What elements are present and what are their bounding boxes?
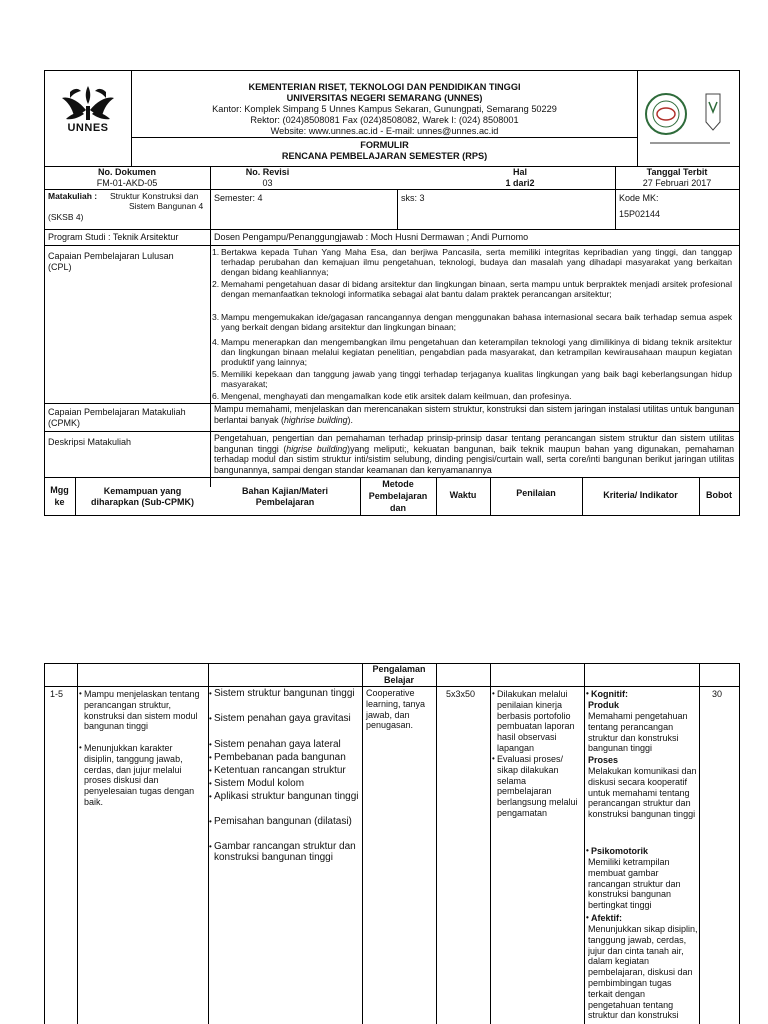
cpl-label-line2: (CPL) <box>48 262 72 272</box>
col-metode-line1: Metode <box>382 479 414 489</box>
bahan-item-6: • Sistem Modul kolom <box>214 779 360 790</box>
cpl-item-1: 1. Bertakwa kepada Tuhan Yang Maha Esa, dan berjiwa Pancasila, serta memiliki integritas kepribadian yang tinggi, dan tanggap terhadap perubahan dan kemajuan ilmu pengetahuan, teknologi, budaya dan masalah yang dihadapi masyarakat yang berkaitan dengan bidang keahliannya; <box>212 247 732 278</box>
deskripsi-text: Pengetahuan, pengertian dan pemahaman terhadap prinsip-prinsip dasar tentang perancangan sistem struktur dan sistem utilitas bangunan tinggi (higrise building)yang meliputi;, kekuatan bangunan, baik teknik maupun bahan yang digunakan, pemahaman terhadap modul dan sistim struktur inti/sistim selubung, dinding pengisi/curtain wall, serta core/inti bangunan berikut jaringan utilitas bangunannya, sampai dengan standar keamanan dan kenyamanannya <box>214 433 734 475</box>
bahan-item-8: • Pemisahan bangunan (dilatasi) <box>214 817 360 828</box>
kriteria-afektif-text: Menunjukkan sikap disiplin, tanggung jawab, cerdas, jujur dan cinta tanah air, dalam kegiatan pembelajaran, diskusi dan pembimbingan tugas terkait dengan pengetahuan tentang struktur dan konstruksi <box>588 924 698 1021</box>
bobot-value: 30 <box>712 689 723 699</box>
col-pengalaman-line1: Pengalaman <box>372 664 426 674</box>
col-kemampuan-line1: Kemampuan yang <box>103 486 182 496</box>
matakuliah-name-line2: Sistem Bangunan 4 <box>129 201 204 211</box>
kriteria-afektif: • Afektif: <box>591 913 697 924</box>
dosen-pengampu: Dosen Pengampu/Penanggungjawab : Moch Husni Dermawan ; Andi Purnomo <box>214 232 529 242</box>
bahan-item-2: • Sistem penahan gaya gravitasi <box>214 714 360 725</box>
row-mgg: 1-5 <box>50 689 64 699</box>
university-name: UNIVERSITAS NEGERI SEMARANG (UNNES) <box>286 93 483 103</box>
matakuliah-name-line1: Struktur Konstruksi dan <box>110 191 199 201</box>
kriteria-psikomotorik: • Psikomotorik <box>591 846 697 857</box>
bahan-item-5: • Ketentuan rancangan struktur <box>214 766 360 777</box>
no-dokumen-label: No. Dokumen <box>97 167 156 177</box>
col-metode-line3: dan <box>389 503 406 513</box>
col-waktu: Waktu <box>449 490 477 500</box>
kriteria-psikomotorik-text: Memiliki ketrampilan membuat gambar rancangan struktur dan konstruksi bangunan bertingkat tinggi <box>588 857 681 911</box>
logo-wordmark: UNNES <box>67 122 109 134</box>
semester: Semester: 4 <box>214 193 263 203</box>
waktu-text: 5x3x50 <box>446 689 476 699</box>
website-email: Website: www.unnes.ac.id - E-mail: unnes@unnes.ac.id <box>270 126 499 136</box>
col-pengalaman-line2: Belajar <box>383 675 415 685</box>
no-revisi-value: 03 <box>262 178 273 188</box>
sks: sks: 3 <box>401 193 425 203</box>
col-kriteria: Kriteria/ Indikator <box>603 490 678 500</box>
col-mgg-line1: Mgg <box>50 485 69 495</box>
hal-value: 1 dari2 <box>505 178 535 188</box>
col-bahan-line1: Bahan Kajian/Materi <box>241 486 329 496</box>
cpl-label-line1: Capaian Pembelajaran Lulusan <box>48 251 174 261</box>
no-revisi-label: No. Revisi <box>245 167 290 177</box>
kriteria-proses-text: Melakukan komunikasi dan diskusi secara kooperatif untuk memahami tentang perancangan struktur dan konstruksi bangunan tinggi <box>588 766 697 820</box>
cpmk-label-line2: (CPMK) <box>48 418 80 428</box>
ministry-name: KEMENTERIAN RISET, TEKNOLOGI DAN PENDIDIKAN TINGGI <box>248 82 521 92</box>
col-bahan-line2: Pembelajaran <box>255 497 315 507</box>
col-mgg-line2: ke <box>54 497 65 507</box>
bahan-item-4: • Pembebanan pada bangunan <box>214 753 360 764</box>
kemampuan-item-1: • Mampu menjelaskan tentang perancangan struktur, konstruksi dan sistem modul bangunan tinggi <box>84 689 204 732</box>
kode-mk-value: 15P02144 <box>619 209 661 219</box>
program-studi: Program Studi : Teknik Arsitektur <box>48 232 179 242</box>
bahan-item-9: • Gambar rancangan struktur dan konstruksi bangunan tinggi <box>214 842 360 864</box>
kriteria-produk-text: Memahami pengetahuan tentang perancangan struktur dan konstruksi bangunan tinggi <box>588 711 688 754</box>
kriteria-produk: Produk <box>588 700 620 710</box>
phone-numbers: Rektor: (024)8508081 Fax (024)8508082, Warek I: (024) 8508001 <box>250 115 519 125</box>
col-bobot: Bobot <box>706 490 732 500</box>
tanggal-label: Tanggal Terbit <box>646 167 708 177</box>
col-kemampuan-line2: diharapkan (Sub-CPMK) <box>90 497 194 507</box>
cpl-item-2: 2. Memahami pengetahuan dasar di bidang arsitektur dan lingkungan binaan, serta mampu untuk berpraktek menjadi arsitek profesional dengan memanfaatkan teknologi informatika sebagai alat bantu dalam praktek perancangan arsitektur; <box>212 279 732 300</box>
penilaian-item-1: • Dilakukan melalui penilaian kinerja berbasis portofolio pembuatan laporan hasil observasi lapangan <box>497 689 583 754</box>
kode-mk-label: Kode MK: <box>619 193 659 203</box>
form-label: FORMULIR <box>360 140 409 150</box>
office-address: Kantor: Komplek Simpang 5 Unnes Kampus Sekaran, Gunungpati, Semarang 50229 <box>212 104 557 114</box>
col-metode-line2: Pembelajaran <box>368 491 428 501</box>
no-dokumen-value: FM-01-AKD-05 <box>96 178 158 188</box>
cpl-item-3: 3. Mampu mengemukakan ide/gagasan rancangannya dengan menggunakan bahasa internasional secara baik terhadap semua aspek yang berkait dengan bidang arsitektur dan lingkungan binaan; <box>212 312 732 333</box>
sksb: (SKSB 4) <box>48 212 84 222</box>
hal-label: Hal <box>512 167 527 177</box>
metode-text: Cooperative learning, tanya jawab, dan penugasan. <box>366 688 426 731</box>
bahan-item-7: • Aplikasi struktur bangunan tinggi <box>214 792 360 803</box>
bahan-item-1: • Sistem struktur bangunan tinggi <box>214 689 360 700</box>
form-title: RENCANA PEMBELAJARAN SEMESTER (RPS) <box>281 151 488 161</box>
cpl-item-6: 6. Mengenal, menghayati dan mengamalkan kode etik arsitek dalam keilmuan, dan profesinya. <box>212 391 572 401</box>
unnes-logo <box>56 80 120 140</box>
cpmk-text: Mampu memahami, menjelaskan dan merencanakan sistem struktur, konstruksi dan sistem jaringan instalasi utilitas untuk bangunan berlantai banyak (highrise building). <box>214 404 734 425</box>
bahan-item-3: • Sistem penahan gaya lateral <box>214 740 360 751</box>
cpmk-label-line1: Capaian Pembelajaran Matakuliah <box>48 407 186 417</box>
col-penilaian: Penilaian <box>516 488 556 498</box>
kriteria-kognitif: • Kognitif: <box>591 689 697 700</box>
certification-logos <box>644 88 734 150</box>
deskripsi-label: Deskripsi Matakuliah <box>48 437 132 447</box>
matakuliah-label: Matakuliah : <box>48 191 98 201</box>
cpl-item-4: 4. Mampu menerapkan dan mengembangkan ilmu pengetahuan dan keterampilan teknologi yang dimilikinya di bidang teknik arsitektur dan lingkungan binaan melalui kegiatan penelitian, pengabdian pada masyarakat, dan ketrampilan kewirausahaan maupun kegiatan produktif yang lainnya; <box>212 337 732 368</box>
kriteria-proses: Proses <box>588 755 619 765</box>
kemampuan-item-2: • Menunjukkan karakter disiplin, tanggung jawab, cerdas, dan jujur melalui proses diskusi dan penyelesaian tugas dengan baik. <box>84 743 204 808</box>
cpl-item-5: 5. Memiliki kepekaan dan tanggung jawab yang tinggi terhadap terjaganya kualitas lingkungan yang baik bagi keberlangsungan hidup masyarakat; <box>212 369 732 390</box>
tanggal-value: 27 Februari 2017 <box>642 178 712 188</box>
penilaian-item-2: • Evaluasi proses/ sikap dilakukan selama pembelajaran berlangsung melalui pengamatan <box>497 754 583 819</box>
